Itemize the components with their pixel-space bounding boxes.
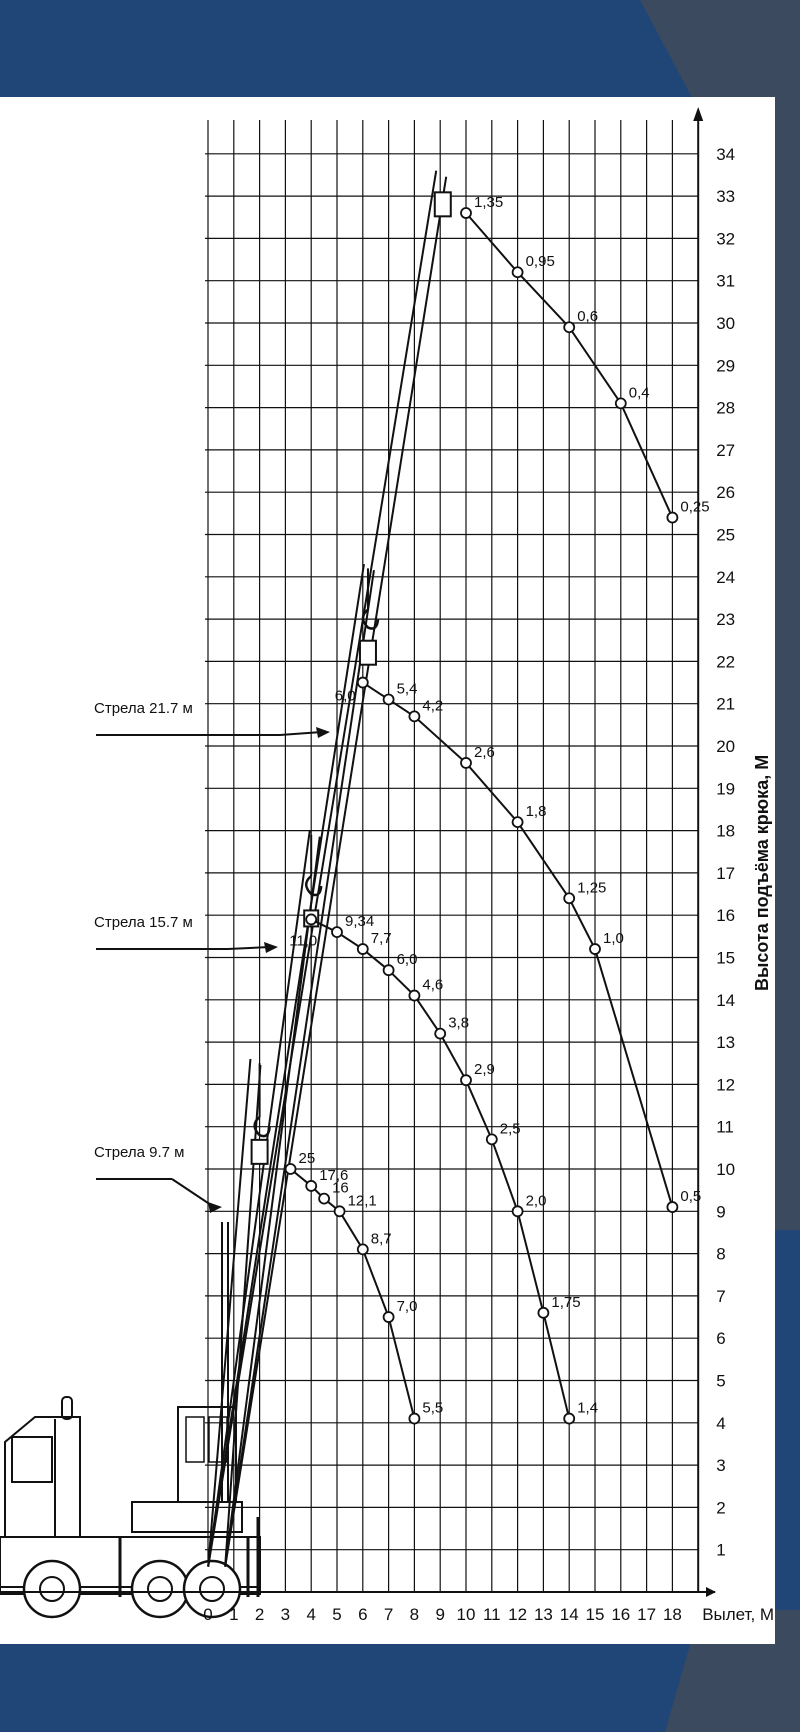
- x-tick-label: 6: [358, 1605, 368, 1624]
- x-tick-label: 17: [637, 1605, 657, 1624]
- point-label: 5,5: [422, 1399, 444, 1417]
- y-tick-label: 10: [716, 1160, 736, 1179]
- point-label: 17,6: [319, 1166, 349, 1184]
- y-tick-label: 28: [716, 398, 736, 418]
- data-point: [616, 398, 626, 408]
- x-tick-label: 5: [332, 1605, 342, 1624]
- arrow-icon: [264, 942, 278, 953]
- y-tick-label: 27: [716, 440, 736, 460]
- point-label: 1,0: [603, 930, 624, 948]
- point-label: 9,34: [345, 913, 375, 931]
- boom-label-text: Стрела 9.7 м: [94, 1144, 185, 1161]
- y-axis-arrow: [693, 107, 703, 121]
- data-point: [564, 893, 574, 903]
- point-label: 8,7: [370, 1230, 392, 1248]
- y-tick-label: 32: [716, 229, 736, 249]
- x-tick-label: 12: [508, 1605, 528, 1624]
- data-point: [319, 1194, 329, 1204]
- data-point: [358, 678, 368, 688]
- y-tick-label: 15: [716, 948, 736, 968]
- y-tick-label: 2: [716, 1498, 726, 1518]
- y-tick-label: 26: [716, 483, 736, 503]
- point-label: 6,0: [334, 687, 356, 705]
- y-tick-label: 16: [716, 906, 736, 926]
- point-label: 25: [298, 1150, 316, 1167]
- point-label: 0,5: [680, 1188, 702, 1206]
- x-tick-label: 14: [559, 1605, 579, 1624]
- point-label: 1,8: [525, 803, 547, 821]
- point-label: 4,2: [422, 697, 444, 715]
- arrow-icon: [316, 727, 330, 738]
- boom-line: [225, 570, 374, 1567]
- data-point: [286, 1164, 296, 1174]
- x-tick-label: 9: [435, 1605, 445, 1624]
- data-point: [384, 1312, 394, 1322]
- y-tick-label: 31: [716, 271, 736, 291]
- data-point: [435, 1029, 445, 1039]
- boom-label-leader: [280, 732, 322, 735]
- data-point: [409, 711, 419, 721]
- y-tick-label: 18: [716, 821, 736, 841]
- y-tick-label: 12: [716, 1075, 736, 1095]
- data-point: [564, 1414, 574, 1424]
- boom-line: [208, 171, 436, 1567]
- point-label: 2,0: [525, 1192, 547, 1210]
- point-label: 3,8: [448, 1014, 470, 1032]
- x-tick-label: 18: [662, 1605, 682, 1624]
- y-tick-label: 14: [716, 990, 736, 1010]
- booms: [208, 171, 446, 1567]
- point-label: 2,5: [499, 1120, 521, 1138]
- data-point: [335, 1206, 345, 1216]
- boom-label-text: Стрела 15.7 м: [94, 914, 193, 931]
- point-label: 0,25: [680, 498, 710, 516]
- y-tick-label: 34: [716, 144, 736, 164]
- boom-line: [208, 564, 364, 1567]
- x-axis-label: Вылет, М: [702, 1605, 775, 1624]
- y-tick-label: 33: [716, 187, 736, 207]
- crane-load-chart: [0, 97, 775, 1644]
- point-label: 2,9: [474, 1061, 495, 1079]
- point-label: 5,4: [396, 680, 418, 698]
- y-tick-label: 29: [716, 356, 736, 376]
- point-label: 0,4: [628, 384, 650, 402]
- data-point: [538, 1308, 548, 1318]
- load-block: [252, 1140, 268, 1164]
- y-tick-label: 24: [716, 567, 736, 587]
- point-label: 1,75: [551, 1293, 581, 1311]
- point-label: 6,0: [396, 951, 418, 969]
- point-label: 16: [332, 1179, 349, 1197]
- data-point: [513, 1206, 523, 1216]
- y-tick-label: 8: [716, 1244, 726, 1264]
- grid: [205, 120, 698, 1592]
- y-tick-label: 13: [716, 1033, 736, 1053]
- x-tick-label: 15: [585, 1605, 605, 1624]
- boom-line: [225, 177, 446, 1567]
- data-point: [306, 1181, 316, 1191]
- data-point: [513, 817, 523, 827]
- point-label: 1,35: [474, 194, 504, 212]
- data-point: [667, 513, 677, 523]
- x-tick-label: 4: [306, 1605, 316, 1624]
- y-tick-label: 6: [716, 1329, 726, 1349]
- x-tick-label: 16: [611, 1605, 631, 1624]
- x-axis-arrow: [706, 1587, 716, 1597]
- point-label: 7,0: [396, 1298, 418, 1316]
- data-point: [409, 1414, 419, 1424]
- y-tick-label: 5: [716, 1371, 726, 1391]
- x-tick-label: 2: [254, 1605, 265, 1624]
- data-point: [384, 965, 394, 975]
- x-tick-label: 1: [229, 1605, 239, 1624]
- data-point: [358, 944, 368, 954]
- load-curves: [286, 194, 710, 1424]
- data-point: [667, 1202, 677, 1212]
- y-tick-label: 30: [716, 314, 736, 333]
- data-point: [409, 991, 419, 1001]
- data-point: [306, 914, 316, 924]
- x-tick-label: 8: [409, 1605, 420, 1624]
- data-point: [358, 1244, 368, 1254]
- y-tick-label: 21: [716, 694, 736, 714]
- data-point: [461, 1075, 471, 1085]
- y-tick-label: 25: [716, 525, 736, 545]
- load-block: [435, 192, 451, 216]
- boom-label-text: Стрела 21.7 м: [94, 700, 193, 717]
- load-block: [360, 641, 376, 665]
- y-tick-label: 9: [716, 1202, 726, 1222]
- y-tick-label: 7: [716, 1286, 726, 1306]
- point-label: 12,1: [347, 1192, 377, 1210]
- y-tick-label: 23: [716, 610, 736, 630]
- point-label: 1,25: [577, 879, 607, 897]
- data-point: [513, 267, 523, 277]
- point-label: 2,6: [474, 743, 495, 761]
- y-axis-label: Высота подъёма крюка, М: [752, 754, 772, 992]
- y-tick-label: 11: [716, 1117, 734, 1137]
- y-tick-label: 17: [716, 863, 736, 883]
- x-tick-label: 7: [383, 1605, 394, 1624]
- x-tick-label: 10: [456, 1605, 476, 1624]
- data-point: [384, 694, 394, 704]
- data-point: [487, 1134, 497, 1144]
- point-label: 1,4: [577, 1399, 599, 1417]
- y-tick-label: 20: [716, 737, 736, 756]
- y-tick-label: 1: [716, 1540, 726, 1560]
- y-tick-label: 4: [716, 1413, 726, 1433]
- point-label: 4,6: [422, 976, 444, 994]
- x-tick-label: 3: [280, 1605, 291, 1624]
- point-label: 0,6: [577, 308, 599, 326]
- point-label: 11,0: [289, 932, 318, 950]
- data-point: [564, 322, 574, 332]
- point-label: 7,7: [370, 930, 392, 948]
- y-tick-label: 22: [716, 652, 736, 672]
- axes: [0, 107, 774, 1624]
- x-tick-label: 13: [533, 1605, 553, 1624]
- data-point: [332, 927, 342, 937]
- y-tick-label: 19: [716, 779, 736, 799]
- x-tick-label: 0: [203, 1605, 213, 1624]
- chart-sheet: [0, 97, 775, 1644]
- data-point: [461, 208, 471, 218]
- data-point: [461, 758, 471, 768]
- x-tick-label: 11: [482, 1605, 501, 1624]
- data-point: [590, 944, 600, 954]
- y-tick-label: 3: [716, 1456, 726, 1476]
- point-label: 0,95: [525, 253, 555, 271]
